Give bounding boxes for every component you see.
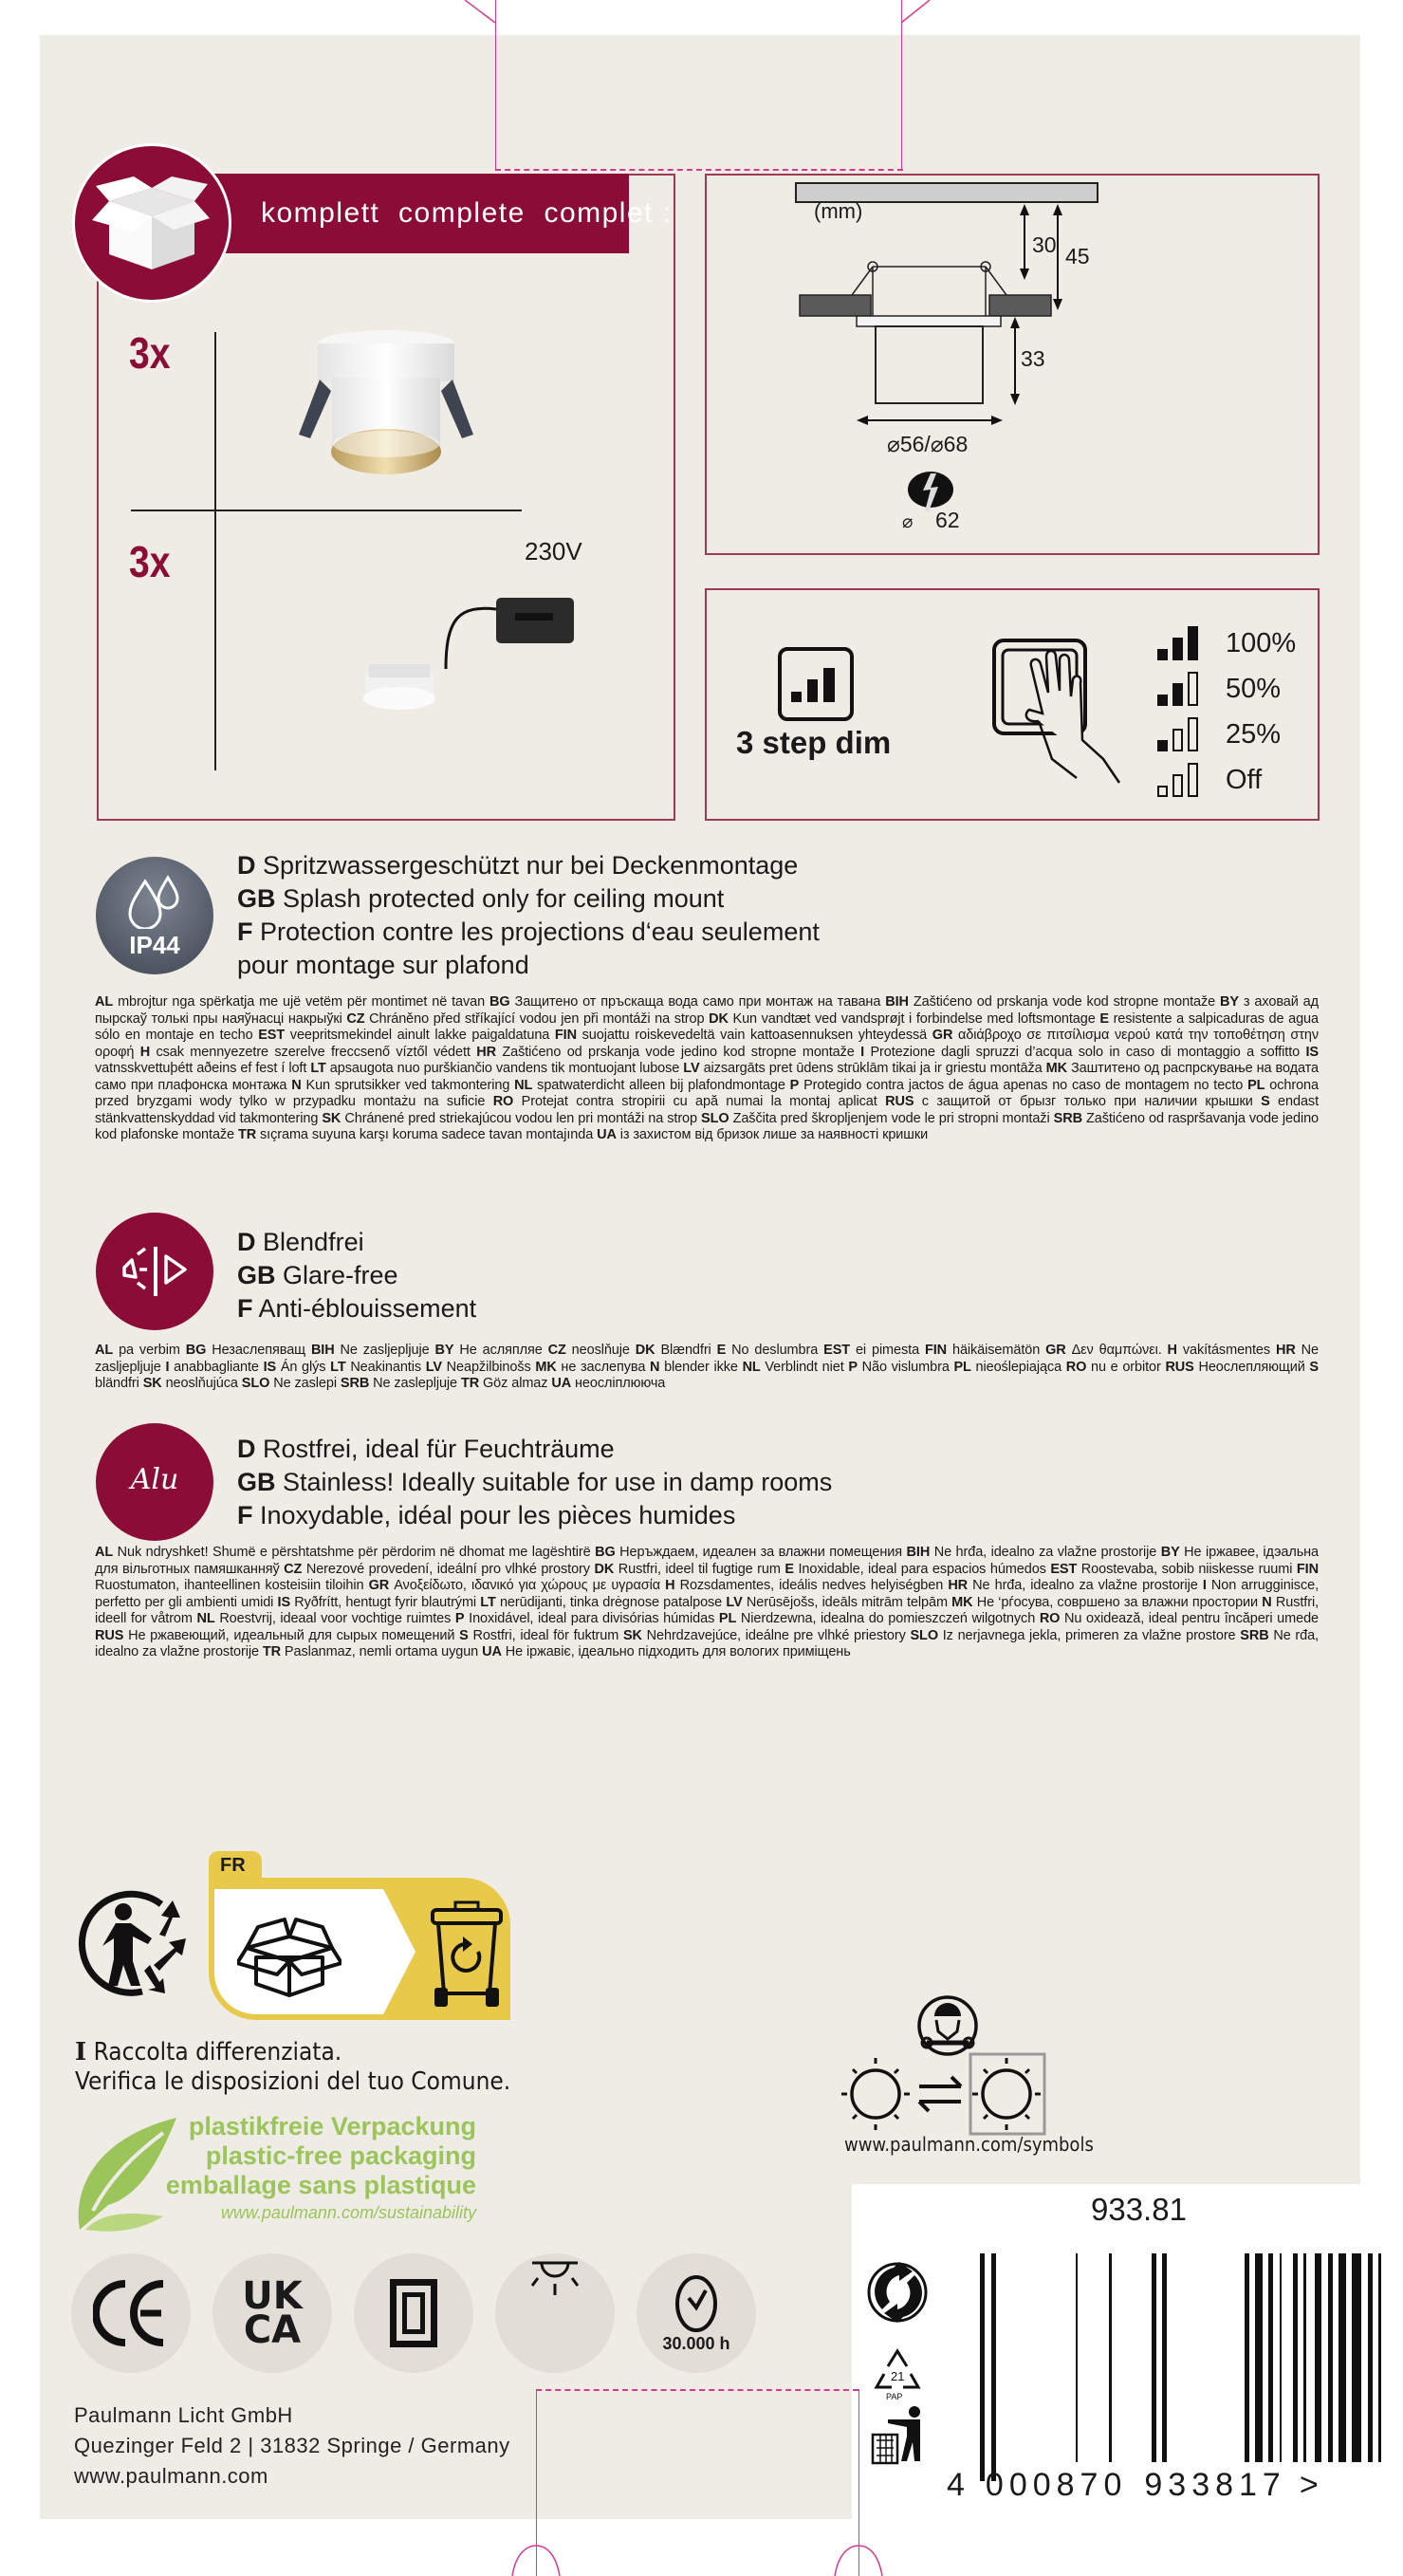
signal-bars-icon — [1157, 626, 1216, 660]
language-code: BY — [1160, 1545, 1180, 1560]
translation-text: Заштитено од распрскување на водата само при плафонска монтажа — [95, 1061, 1319, 1093]
green-dot-icon — [869, 2262, 926, 2323]
led-module-image — [356, 579, 593, 721]
translation-text: Protegido contra jactos de água apenas no caso de montagem no tecto — [799, 1077, 1248, 1093]
dieline-top-curves — [465, 0, 939, 28]
translation-text: Δεν θαμπώνει. — [1065, 1343, 1168, 1358]
translation-text: Rozsdamentes, ideális nedves helyiségben — [674, 1578, 949, 1593]
translation-text: Неръждаем, идеален за влажни помещения — [615, 1545, 907, 1560]
triman-info-panel — [209, 1851, 510, 2022]
translation-text: Kun vandtæt ved vandsprøjt i forbindelse med loftsmontage — [728, 1010, 1100, 1027]
language-code: FIN — [554, 1028, 577, 1043]
dim-level-100 — [1157, 621, 1296, 666]
language-code: BIH — [885, 994, 909, 1010]
installer-icon — [919, 1997, 976, 2054]
translation-text: Не іржавіє, ідеально підходить для вологих приміщень — [501, 1644, 851, 1659]
tidyman-icon — [873, 2406, 920, 2463]
translation-text: с защитой от брызг только при наличии крышки — [914, 1094, 1262, 1109]
translation-text: Неослепляющий — [1193, 1359, 1310, 1375]
translation-text: Rustfri, ideell for våtrom — [95, 1594, 1320, 1626]
language-code: BY — [434, 1343, 454, 1358]
dieline-fold-top — [495, 169, 903, 171]
language-code: UA — [482, 1644, 502, 1659]
dieline-top-right-inner — [901, 35, 902, 169]
translation-text: ochrona przed bryzgami wody tylko w przypadku montażu na suficie — [95, 1077, 1319, 1109]
language-code: RO — [1065, 1359, 1087, 1375]
alu-label: Alu — [130, 1463, 179, 1496]
dim-level-label: 100% — [1226, 627, 1297, 658]
protection-class-ii-mark — [354, 2253, 473, 2373]
ip44-translations — [95, 994, 1319, 1144]
language-code: RUS — [885, 1094, 914, 1109]
language-code: RO — [1039, 1611, 1061, 1626]
translation-text: Zaštićeno od prskanja vode jedino kod stropne montaže — [495, 1044, 861, 1060]
contents-banner-label: komplett complete complet : — [261, 197, 673, 229]
language-code: SLO — [241, 1376, 270, 1391]
translation-text: häikäisemätön — [947, 1343, 1046, 1358]
translation-text: Inoxidable, ideal para espacios húmedos — [793, 1561, 1051, 1577]
dimension-45: 45 — [1065, 244, 1090, 269]
translation-text: bländfri — [95, 1376, 143, 1391]
language-code: H — [1167, 1343, 1177, 1358]
translation-text: Ne zasljepljuje — [334, 1343, 435, 1358]
language-code: RUS — [1165, 1359, 1194, 1375]
barcode-digits: 4 000870 933817 > — [947, 2467, 1324, 2503]
dim-levels — [1157, 621, 1296, 803]
language-code: TR — [460, 1376, 480, 1391]
translation-text: Ne rđa, idealno za vlažne prostorije — [95, 1627, 1319, 1659]
language-code: P — [848, 1359, 858, 1375]
quantity-housing: 3x — [129, 328, 171, 378]
svg-text:PAP: PAP — [886, 2392, 903, 2401]
dieline-bottom-tabs — [493, 2543, 911, 2576]
language-code: SK — [322, 1110, 342, 1126]
dimensions-drawing — [705, 174, 1320, 555]
dimension-unit: (mm) — [814, 199, 863, 223]
translation-text: Nuk ndryshket! Shumë e përshtatshme për përdorim në dhomat me lagështirë — [113, 1545, 596, 1560]
translation-text: spatwaterdicht alleen bij plafondmontage — [532, 1077, 790, 1093]
dimension-33: 33 — [1021, 346, 1045, 371]
language-code: PL — [1247, 1077, 1265, 1093]
translation-text: Chránené pred striekajúcou vodou len pri montáži na strop — [341, 1110, 702, 1126]
translation-text: Не ржавеющий, идеальный для сырых помещений — [123, 1627, 460, 1643]
language-code: LV — [726, 1594, 743, 1610]
language-code: BG — [185, 1343, 207, 1358]
translation-text: Án glýs — [276, 1359, 331, 1375]
language-code: BG — [595, 1545, 616, 1560]
translation-text: не заслепува — [556, 1359, 650, 1375]
language-code: RO — [492, 1094, 514, 1109]
language-code: N — [650, 1359, 660, 1375]
translation-text: Zaščita pred škropljenjem vode le pri stropni montaži — [729, 1110, 1054, 1126]
language-code: AL — [95, 994, 114, 1010]
translation-text: endast stänkvattenskyddad vid takmontering — [95, 1094, 1319, 1126]
language-code: P — [789, 1077, 800, 1093]
dim-icon — [778, 647, 854, 721]
dieline-top-left-inner — [495, 35, 496, 169]
translation-text: Защитено от пръскаща вода само при монтаж на тавана — [509, 994, 886, 1010]
translation-text: suojattu roiskevedeltä vain kattoasennuksen yhteydessä — [576, 1028, 932, 1043]
language-code: SK — [622, 1627, 642, 1643]
translation-text: Verblindt niet — [760, 1359, 849, 1375]
dieline-fold-bottom — [536, 2389, 858, 2391]
dimension-30: 30 — [1032, 232, 1057, 257]
translation-text: Nierdzewna, idealna do pomieszczeń wilgotnych — [736, 1611, 1040, 1626]
translation-text: nu e orbitor — [1086, 1359, 1166, 1375]
ukca-mark — [212, 2253, 332, 2373]
translation-text: Ne zaslepljuje — [369, 1376, 461, 1391]
translation-text: vakításmentes — [1176, 1343, 1276, 1358]
language-code: LV — [425, 1359, 442, 1375]
translation-text: Nerūsējošs, ideāls mitrām telpām — [742, 1594, 952, 1610]
language-code: I — [1202, 1578, 1207, 1593]
italy-recycling-text: I Raccolta differenziata. Verifica le disposizioni del tuo Comune. — [75, 2038, 511, 2096]
language-code: SRB — [1053, 1110, 1082, 1126]
ean-barcode — [980, 2253, 1307, 2481]
hand-switch-icon[interactable] — [991, 636, 1124, 788]
language-code: LT — [480, 1594, 496, 1610]
language-code: RUS — [95, 1627, 124, 1643]
language-code: PL — [718, 1611, 737, 1626]
company-website[interactable]: www.paulmann.com — [74, 2464, 268, 2488]
language-code: IS — [1305, 1044, 1319, 1060]
ce-icon — [93, 2280, 169, 2346]
language-code: I — [165, 1359, 170, 1375]
language-code: SLO — [910, 1627, 938, 1643]
translation-text: vatnsskvettuþétt aðeins ef fest í loft — [95, 1061, 311, 1076]
double-square-icon — [390, 2279, 437, 2347]
language-code: S — [1309, 1359, 1319, 1375]
cutout-diameter: 62 — [935, 508, 960, 532]
translation-text: sıçrama suyuna karşı koruma sadece tavan montajında — [256, 1127, 598, 1142]
contents-banner — [209, 174, 673, 253]
language-code: GR — [368, 1578, 390, 1593]
translation-text: Paslanmaz, nemli ortama uygun — [280, 1644, 483, 1659]
language-code: H — [139, 1044, 151, 1060]
translation-text: resistente a salpicaduras de agua sólo en montaje en techo — [95, 1010, 1319, 1043]
language-code: EST — [1050, 1561, 1078, 1577]
language-code: TR — [262, 1644, 281, 1659]
language-code: DK — [594, 1561, 615, 1577]
dim-level-label: 50% — [1226, 673, 1282, 704]
translation-text: Zaštićeno od raspršavanja vode jedino kod plafonske montaže — [95, 1110, 1320, 1142]
language-code: CZ — [284, 1561, 303, 1577]
language-code: BG — [489, 994, 510, 1010]
dim-label: 3 step dim — [736, 725, 892, 760]
translation-text: Ne zaslepi — [269, 1376, 341, 1391]
glare-free-translations — [95, 1343, 1319, 1393]
translation-text: Nehrdzavejúce, ideálne pre vlhké priestory — [641, 1627, 911, 1643]
language-code: FIN — [924, 1343, 948, 1358]
dim-level-50 — [1157, 666, 1296, 712]
language-code: P — [454, 1611, 465, 1626]
language-code: DK — [635, 1343, 655, 1358]
translation-text: nerūdijanti, tinka drėgnose patalpose — [495, 1594, 727, 1610]
contents-grid-horizontal — [131, 510, 522, 511]
language-code: DK — [709, 1010, 729, 1027]
translation-text: Ne hrđa, idealno za vlažne prostorije — [930, 1545, 1161, 1560]
translation-text: Göz almaz — [479, 1376, 552, 1391]
translation-text: Blændfri — [655, 1343, 717, 1358]
language-code: LT — [330, 1359, 346, 1375]
language-code: N — [291, 1077, 302, 1093]
language-code: GR — [1045, 1343, 1066, 1358]
translation-text: Não vislumbra — [857, 1359, 954, 1375]
language-code: UA — [597, 1127, 617, 1142]
language-code: CZ — [346, 1010, 365, 1027]
glare-free-primary-text: D Blendfrei GB Glare-free F Anti-éblouissement — [237, 1228, 477, 1323]
translation-text: Ruostumaton, ihanteellinen kosteisiin tiloihin — [95, 1578, 369, 1593]
translation-text: Protezione dagli spruzzi d’acqua solo in caso di montaggio a soffitto — [864, 1044, 1306, 1060]
translation-text: csak mennyezetre szerelve freccsenő víztől védett — [150, 1044, 477, 1060]
translation-text: anabbagliante — [169, 1359, 264, 1375]
translation-text: Inoxidável, ideal para divisórias húmidas — [464, 1611, 719, 1626]
language-code: FIN — [1296, 1561, 1319, 1577]
alu-translations — [95, 1545, 1319, 1661]
language-code: PL — [953, 1359, 971, 1375]
svg-text:21: 21 — [891, 2369, 905, 2383]
translation-text: Neakinantis — [345, 1359, 426, 1375]
translation-text: Roestvrij, ideaal voor vochtige ruimtes — [214, 1611, 455, 1626]
language-code: HR — [948, 1578, 969, 1593]
translation-text: neoslňuje — [565, 1343, 636, 1358]
packaging-recycling-symbols — [865, 2260, 932, 2469]
signal-bars-icon — [1157, 717, 1216, 751]
translation-text: Ανοξείδωτο, ιδανικό για χώρους με υγρασία — [389, 1578, 666, 1593]
dim-level-label: 25% — [1226, 718, 1282, 750]
translation-text: neoslňujúca — [161, 1376, 242, 1391]
translation-text: Rostfri, ideal för fuktrum — [468, 1627, 623, 1643]
translation-text: Не ‘рѓосува, совршено за влажни простории — [972, 1594, 1263, 1610]
language-code: MK — [535, 1359, 557, 1375]
company-info — [74, 2400, 510, 2492]
open-box-badge — [72, 143, 231, 303]
translation-text: aizsargāts pret ūdens strūklām tikai ja ir griestu montāža — [699, 1061, 1046, 1076]
language-code: NL — [514, 1077, 533, 1093]
lifetime-label: 30.000 h — [662, 2333, 730, 2353]
language-code: I — [860, 1044, 865, 1060]
triman-icon — [74, 1883, 197, 1997]
contents-grid-vertical — [214, 332, 216, 770]
translation-text: ei pimesta — [850, 1343, 925, 1358]
translation-text: Nerezové provedení, ideální pro vlhké prostory — [302, 1561, 595, 1577]
translation-text: Ryðfrítt, hentugt fyrir blautrými — [290, 1594, 481, 1610]
language-code: SRB — [340, 1376, 370, 1391]
language-code: EST — [823, 1343, 851, 1358]
language-code: AL — [95, 1545, 114, 1560]
language-code: TR — [237, 1127, 257, 1142]
translation-text: Protejat contra stropirii cu apă numai la montaj aplicat — [513, 1094, 886, 1109]
language-code: NL — [196, 1611, 215, 1626]
article-number: 933.81 — [1091, 2192, 1187, 2227]
ce-mark — [71, 2253, 191, 2373]
language-code: S — [459, 1627, 469, 1643]
ip44-badge — [96, 857, 213, 974]
translation-text: blender ikke — [659, 1359, 743, 1375]
company-address: Quezinger Feld 2 | 31832 Springe / Germany — [74, 2434, 510, 2457]
translation-text: No deslumbra — [726, 1343, 824, 1358]
quantity-led-module: 3x — [129, 537, 171, 586]
language-code: S — [1261, 1094, 1270, 1109]
language-code: N — [1262, 1594, 1272, 1610]
translation-text: veepritsmekindel ainult lakke paigaldatuna — [285, 1028, 555, 1043]
language-code: LT — [310, 1061, 326, 1076]
translation-text: Non arrugginisce, perfetto per gli ambienti umidi — [95, 1578, 1319, 1610]
signal-bars-icon — [1157, 763, 1216, 797]
translation-text: Kun sprutsikker ved takmontering — [301, 1077, 515, 1093]
cutout-prefix: ⌀ — [902, 512, 914, 532]
cardboard-box-icon — [237, 1908, 342, 1999]
dim-level-25 — [1157, 712, 1296, 757]
dimension-diameter: ⌀56/⌀68 — [887, 432, 969, 456]
language-code: BIH — [906, 1545, 931, 1560]
language-code: SK — [142, 1376, 162, 1391]
ukca-icon: UK CA — [242, 2274, 303, 2352]
translation-text: з аховай ад пырскаў толькі пры наяўнасці накрыўкі — [95, 994, 1319, 1027]
translation-text: pa verbim — [113, 1343, 186, 1358]
signal-bars-icon — [1157, 672, 1216, 706]
translation-text: Chráněno před stříkající vodou jen při montáži na strop — [364, 1010, 710, 1027]
clock-icon — [674, 2273, 719, 2334]
translation-text: Незаслепяващ — [206, 1343, 311, 1358]
translation-text: nieoślepiająca — [970, 1359, 1066, 1375]
language-code: MK — [1045, 1061, 1067, 1076]
language-code: HR — [1275, 1343, 1296, 1358]
translation-text: mbrojtur nga spërkatja me ujë vetëm për montimet në tavan — [113, 994, 490, 1010]
language-code: HR — [476, 1044, 496, 1060]
dim-level-label: Off — [1226, 764, 1263, 795]
language-code: E — [1099, 1010, 1109, 1027]
dim-level-off — [1157, 757, 1296, 803]
language-code: IS — [277, 1594, 291, 1610]
translation-text: Iz nerjavnega jekla, primeren za vlažne prostore — [938, 1627, 1241, 1643]
language-code: E — [785, 1561, 794, 1577]
translation-text: із захистом від бризок лише за наявності кришки — [616, 1127, 929, 1142]
alu-badge — [96, 1423, 213, 1541]
language-code: H — [665, 1578, 675, 1593]
language-code: EST — [258, 1028, 286, 1043]
translation-text: Rustfri, ideel til fugtige rum — [614, 1561, 785, 1577]
language-code: SLO — [701, 1110, 729, 1126]
sustainability-link[interactable]: www.paulmann.com/sustainability — [220, 2203, 476, 2222]
ceiling-lamp-icon — [526, 2257, 583, 2333]
language-code: LV — [683, 1061, 700, 1076]
translation-text: αδιάβροχο σε πιτσίλισμα νερού κατά την τοποθέτηση στην οροφή — [95, 1028, 1319, 1060]
language-code: IS — [263, 1359, 277, 1375]
luminaire-housing-image — [280, 323, 489, 484]
company-name: Paulmann Licht GmbH — [74, 2403, 293, 2427]
language-code: MK — [951, 1594, 973, 1610]
language-code: CZ — [547, 1343, 566, 1358]
glare-free-badge — [96, 1213, 213, 1330]
translation-text: Не асляпляе — [453, 1343, 548, 1358]
ceiling-light-mark — [495, 2253, 615, 2373]
translation-text: Nu oxidează, ideal pentru încăperi umede — [1060, 1611, 1320, 1626]
translation-text: Ne zasljepljuje — [95, 1343, 1319, 1375]
replaceable-light-source-symbols — [840, 1988, 1077, 2149]
recycling-bin-icon — [429, 1900, 505, 2011]
language-code: E — [716, 1343, 727, 1358]
language-code: BY — [1220, 994, 1239, 1010]
language-code: NL — [742, 1359, 761, 1375]
fr-label: FR — [220, 1855, 246, 1876]
translation-text: apsaugota nuo purškiančio vandens tik montuojant lubose — [325, 1061, 684, 1076]
open-box-icon — [75, 146, 229, 300]
language-code: BIH — [310, 1343, 335, 1358]
translation-text: Neapžilbinošs — [441, 1359, 536, 1375]
voltage-label: 230V — [525, 537, 582, 565]
ip44-primary-text: D Spritzwassergeschützt nur bei Deckenmontage GB Splash protected only for ceiling mount F Protection contre les projections d‘eau seulement pour montage sur plafond — [237, 851, 820, 979]
plastic-free-text: plastikfreie Verpackung plastic-free packaging emballage sans plastique www.paulmann.com/sustainability — [157, 2112, 476, 2225]
translation-text: неосліплююча — [571, 1376, 666, 1391]
water-drops-icon — [124, 874, 187, 929]
glare-free-icon — [117, 1241, 193, 1302]
translation-text: Не іржавее, ідэальна для вільготных памяшканняў — [95, 1545, 1320, 1577]
lifetime-mark — [637, 2253, 756, 2373]
italy-code: I — [75, 2038, 87, 2066]
translation-text: Ne hrđa, idealno za vlažne prostorije — [968, 1578, 1203, 1593]
translation-text: Roostevaba, sobib niiskesse ruumi — [1077, 1561, 1297, 1577]
language-code: GR — [932, 1028, 953, 1043]
alu-primary-text: D Rostfrei, ideal für Feuchträume GB Stainless! Ideally suitable for use in damp rooms F Inoxydable, idéal pour les pièces humides — [237, 1435, 833, 1529]
language-code: AL — [95, 1343, 114, 1358]
translation-text: Zaštićeno od prskanja vode kod stropne montaže — [908, 994, 1221, 1010]
language-code: UA — [551, 1376, 572, 1391]
language-code: SRB — [1240, 1627, 1269, 1643]
ip44-label: IP44 — [129, 931, 180, 959]
symbols-link[interactable]: www.paulmann.com/symbols — [844, 2133, 1094, 2156]
